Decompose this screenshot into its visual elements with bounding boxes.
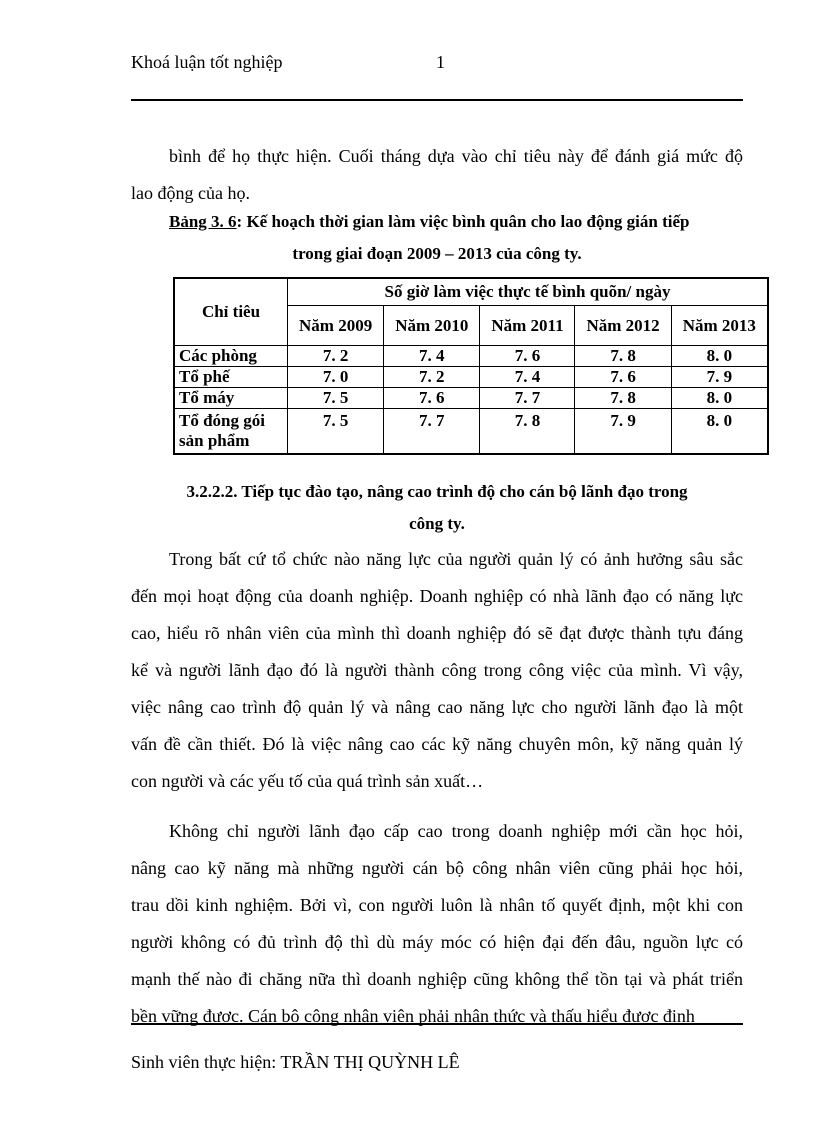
table-caption — [131, 206, 743, 270]
intro-paragraph — [131, 138, 743, 212]
paragraph-line: kể và người lãnh đạo đó là người thành công trong công việc của mình. Vì vậy, — [131, 660, 743, 680]
header-title: Khoá luận tốt nghiệp — [131, 52, 283, 72]
cell-value: 7. 6 — [480, 346, 575, 367]
paragraph-line: nâng cao kỹ năng mà những người cán bộ công nhân viên cũng phải học hỏi, — [131, 858, 743, 878]
section-heading-line: công ty. — [409, 514, 465, 533]
row-label: Tổ máy — [174, 388, 288, 409]
table-caption-text: : Kế hoạch thời gian làm việc bình quân cho lao động gián tiếp — [236, 212, 690, 231]
paragraph-line: bền vững được. Cán bộ công nhân viên phải nhận thức và thấu hiểu được định — [131, 1006, 695, 1026]
section-heading-line: 3.2.2.2. Tiếp tục đào tạo, nâng cao trình độ cho cán bộ lãnh đạo trong — [186, 482, 688, 501]
row-label: Tổ đóng gói sản phẩm — [174, 409, 288, 455]
paragraph-line: trau dồi kinh nghiệm. Bởi vì, con người luôn là nhân tố quyết định, một khi con — [131, 895, 743, 915]
paragraph-line: mạnh thế nào đi chăng nữa thì doanh nghiệp cũng không thể tồn tại và phát triển — [131, 969, 743, 989]
cell-value: 7. 8 — [480, 409, 575, 455]
year-header: Năm 2011 — [480, 306, 575, 346]
header-rule — [131, 99, 743, 101]
cell-value: 7. 6 — [575, 367, 671, 388]
year-header: Năm 2010 — [384, 306, 480, 346]
page-number: 1 — [436, 52, 445, 72]
year-header: Năm 2013 — [671, 306, 768, 346]
table-caption-label: Bảng 3. 6 — [169, 212, 237, 231]
table-row — [174, 409, 768, 455]
cell-value: 8. 0 — [671, 409, 768, 455]
paragraph-line: Không chỉ người lãnh đạo cấp cao trong doanh nghiệp mới cần học hỏi, — [169, 821, 743, 841]
group-header: Số giờ làm việc thực tế bình quõn/ ngày — [288, 278, 769, 306]
cell-value: 7. 5 — [288, 388, 384, 409]
cell-value: 7. 0 — [288, 367, 384, 388]
cell-value: 8. 0 — [671, 346, 768, 367]
row-label: Tổ phế — [174, 367, 288, 388]
paragraph-line: đến mọi hoạt động của doanh nghiệp. Doanh nghiệp có nhà lãnh đạo có năng lực — [131, 586, 743, 606]
paragraph-line: Trong bất cứ tổ chức nào năng lực của người quản lý có ảnh hưởng sâu sắc — [169, 549, 743, 569]
cell-value: 8. 0 — [671, 388, 768, 409]
paragraph-line: việc nâng cao trình độ quản lý và nâng cao năng lực cho người lãnh đạo là một — [131, 697, 743, 717]
year-header: Năm 2012 — [575, 306, 671, 346]
section-heading — [131, 476, 743, 540]
cell-value: 7. 8 — [575, 346, 671, 367]
paragraph-line: cao, hiểu rõ nhân viên của mình thì doanh nghiệp đó sẽ đạt được thành tựu đáng — [131, 623, 743, 643]
cell-value: 7. 7 — [384, 409, 480, 455]
paragraph-1 — [131, 541, 743, 800]
footer-text: Sinh viên thực hiện: TRẦN THỊ QUỲNH LÊ — [131, 1052, 460, 1072]
cell-value: 7. 7 — [480, 388, 575, 409]
cell-value: 7. 5 — [288, 409, 384, 455]
footer-rule — [131, 1023, 743, 1025]
intro-line: bình để họ thực hiện. Cuối tháng dựa vào chỉ tiêu này để đánh giá mức độ — [169, 146, 743, 166]
cell-value: 7. 9 — [575, 409, 671, 455]
paragraph-line: con người và các yếu tố của quá trình sản xuất… — [131, 771, 484, 791]
row-label: Các phòng — [174, 346, 288, 367]
cell-value: 7. 2 — [288, 346, 384, 367]
year-header: Năm 2009 — [288, 306, 384, 346]
table-row — [174, 367, 768, 388]
table-row — [174, 346, 768, 367]
table-caption-text-line2: trong giai đoạn 2009 – 2013 của công ty. — [292, 244, 582, 263]
cell-value: 7. 2 — [384, 367, 480, 388]
criteria-header: Chỉ tiêu — [174, 278, 288, 346]
paragraph-line: vấn đề cần thiết. Đó là việc nâng cao các kỹ năng chuyên môn, kỹ năng quản lý — [131, 734, 743, 754]
cell-value: 7. 8 — [575, 388, 671, 409]
cell-value: 7. 9 — [671, 367, 768, 388]
intro-line: lao động của họ. — [131, 183, 250, 203]
working-hours-table — [173, 277, 769, 455]
paragraph-line: người không có đủ trình độ thì dù máy móc có hiện đại đến đâu, nguồn lực có — [131, 932, 743, 952]
table-row — [174, 388, 768, 409]
cell-value: 7. 4 — [480, 367, 575, 388]
cell-value: 7. 4 — [384, 346, 480, 367]
paragraph-2 — [131, 813, 743, 1035]
cell-value: 7. 6 — [384, 388, 480, 409]
